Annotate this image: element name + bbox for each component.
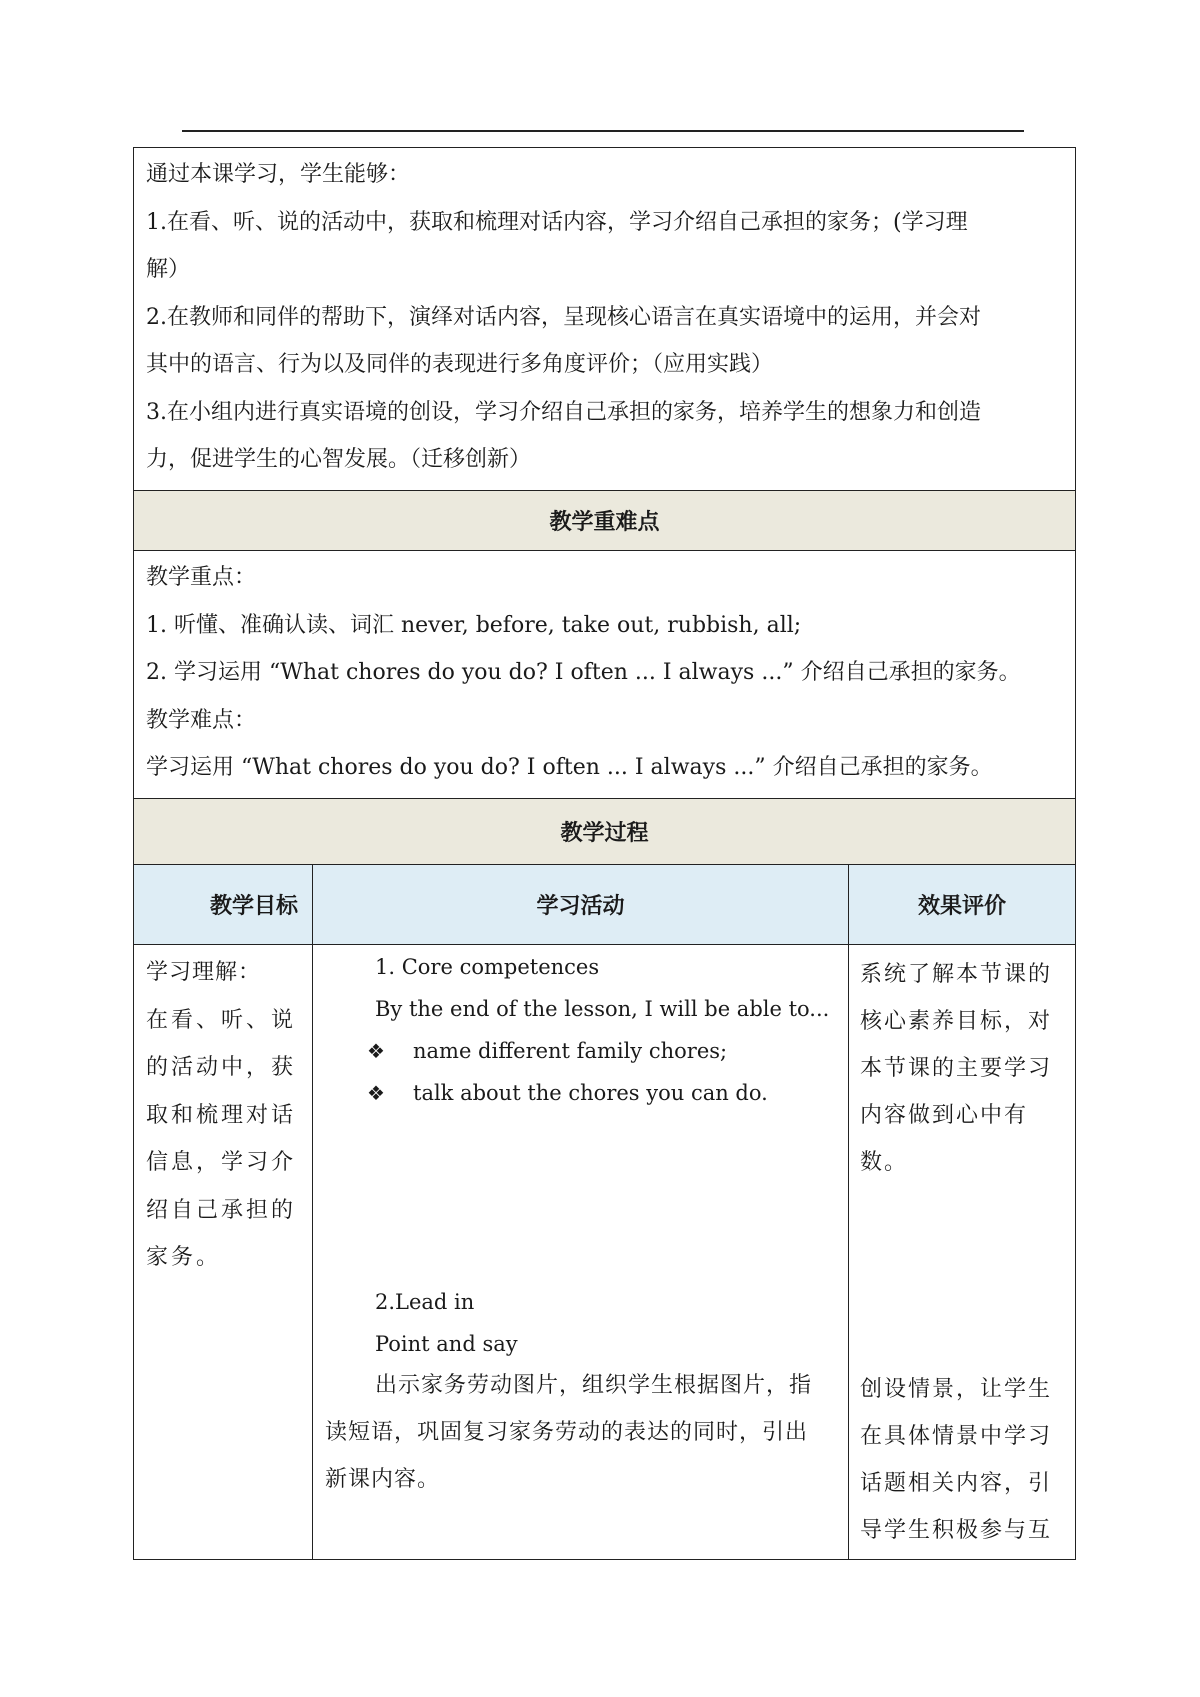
activity-section-1-title: 1. Core competences: [375, 955, 600, 979]
diamond-bullet-icon: ❖: [367, 1081, 385, 1105]
activity-section-2-title: 2.Lead in: [375, 1290, 475, 1314]
activity-bullet: name different family chores;: [413, 1039, 728, 1063]
activity-paragraph-line: 读短语，巩固复习家务劳动的表达的同时，引出: [325, 1420, 809, 1445]
activity-section-1-intro: By the end of the lesson, I will be able to...: [375, 997, 830, 1021]
process-header: [134, 799, 1075, 865]
lesson-plan-table: [133, 147, 1076, 1560]
evaluation-line: 话题相关内容，引: [860, 1471, 1053, 1496]
goal-label: 学习理解：: [146, 960, 262, 985]
goal-line: 信息，学习介: [146, 1150, 297, 1175]
goal-line: 家务。: [146, 1245, 222, 1270]
activity-cell: [313, 945, 848, 1559]
column-header-goal: 教学目标: [209, 894, 298, 919]
header-rule: [182, 130, 1024, 132]
diamond-bullet-icon: ❖: [367, 1039, 385, 1063]
activity-paragraph-line: 新课内容。: [325, 1467, 441, 1492]
evaluation-cell: [860, 951, 1065, 1186]
evaluation-line: 内容做到心中有: [860, 1103, 1029, 1128]
key-points-line: 1. 听懂、准确认读、词汇 never, before, take out, rubbish, all;: [146, 612, 802, 638]
activity-paragraph-line: 出示家务劳动图片，组织学生根据图片，指: [375, 1373, 813, 1398]
evaluation-line: 导学生积极参与互: [860, 1518, 1053, 1543]
key-points-line: 2. 学习运用 “What chores do you do? I often ... I always ...” 介绍自己承担的家务。: [146, 660, 1021, 685]
key-points-title: 教学重难点: [549, 510, 660, 535]
objectives-line: 解）: [146, 257, 191, 282]
evaluation-line: 在具体情景中学习: [860, 1424, 1053, 1449]
column-header-activity: 学习活动: [312, 865, 848, 944]
objectives-line: 通过本课学习，学生能够：: [146, 162, 411, 187]
process-title: 教学过程: [560, 821, 649, 846]
objectives-line: 其中的语言、行为以及同伴的表现进行多角度评价；（应用实践）: [146, 352, 774, 377]
column-header-evaluation: 效果评价: [848, 865, 1075, 944]
key-points-line: 教学重点：: [146, 565, 257, 590]
activity-section-2-subtitle: Point and say: [375, 1332, 518, 1356]
evaluation-line: 系统了解本节课的: [860, 962, 1053, 987]
goal-line: 绍自己承担的: [146, 1197, 297, 1223]
key-points-line: 教学难点：: [146, 707, 257, 733]
process-body: [134, 945, 1075, 1559]
evaluation-line: 核心素养目标，对: [860, 1009, 1053, 1034]
objectives-line: 力，促进学生的心智发展。（迁移创新）: [146, 447, 532, 472]
objectives-line: 1.在看、听、说的活动中，获取和梳理对话内容，学习介绍自己承担的家务；(学习理: [146, 209, 968, 235]
key-points-line: 学习运用 “What chores do you do? I often ... I always ...” 介绍自己承担的家务。: [146, 755, 993, 780]
key-points-header: [134, 491, 1075, 551]
goal-line: 取和梳理对话: [146, 1102, 297, 1128]
objectives-line: 3.在小组内进行真实语境的创设，学习介绍自己承担的家务，培养学生的想象力和创造: [146, 399, 981, 425]
evaluation-line: 创设情景，让学生: [860, 1377, 1053, 1402]
objectives-section: [134, 148, 1075, 491]
activity-bullet: talk about the chores you can do.: [413, 1081, 768, 1105]
goal-cell: [146, 949, 308, 1282]
evaluation-line: 本节课的主要学习: [860, 1056, 1053, 1081]
goal-line: 在看、听、说: [146, 1007, 297, 1033]
process-column-headers: [134, 865, 1075, 945]
objectives-line: 2.在教师和同伴的帮助下，演绎对话内容，呈现核心语言在真实语境中的运用，并会对: [146, 304, 981, 330]
key-points-section: [134, 551, 1075, 799]
goal-line: 的活动中，获: [146, 1055, 297, 1080]
evaluation-cell-2: [860, 1366, 1065, 1554]
column-divider: [848, 945, 849, 1559]
evaluation-line: 数。: [860, 1150, 909, 1175]
